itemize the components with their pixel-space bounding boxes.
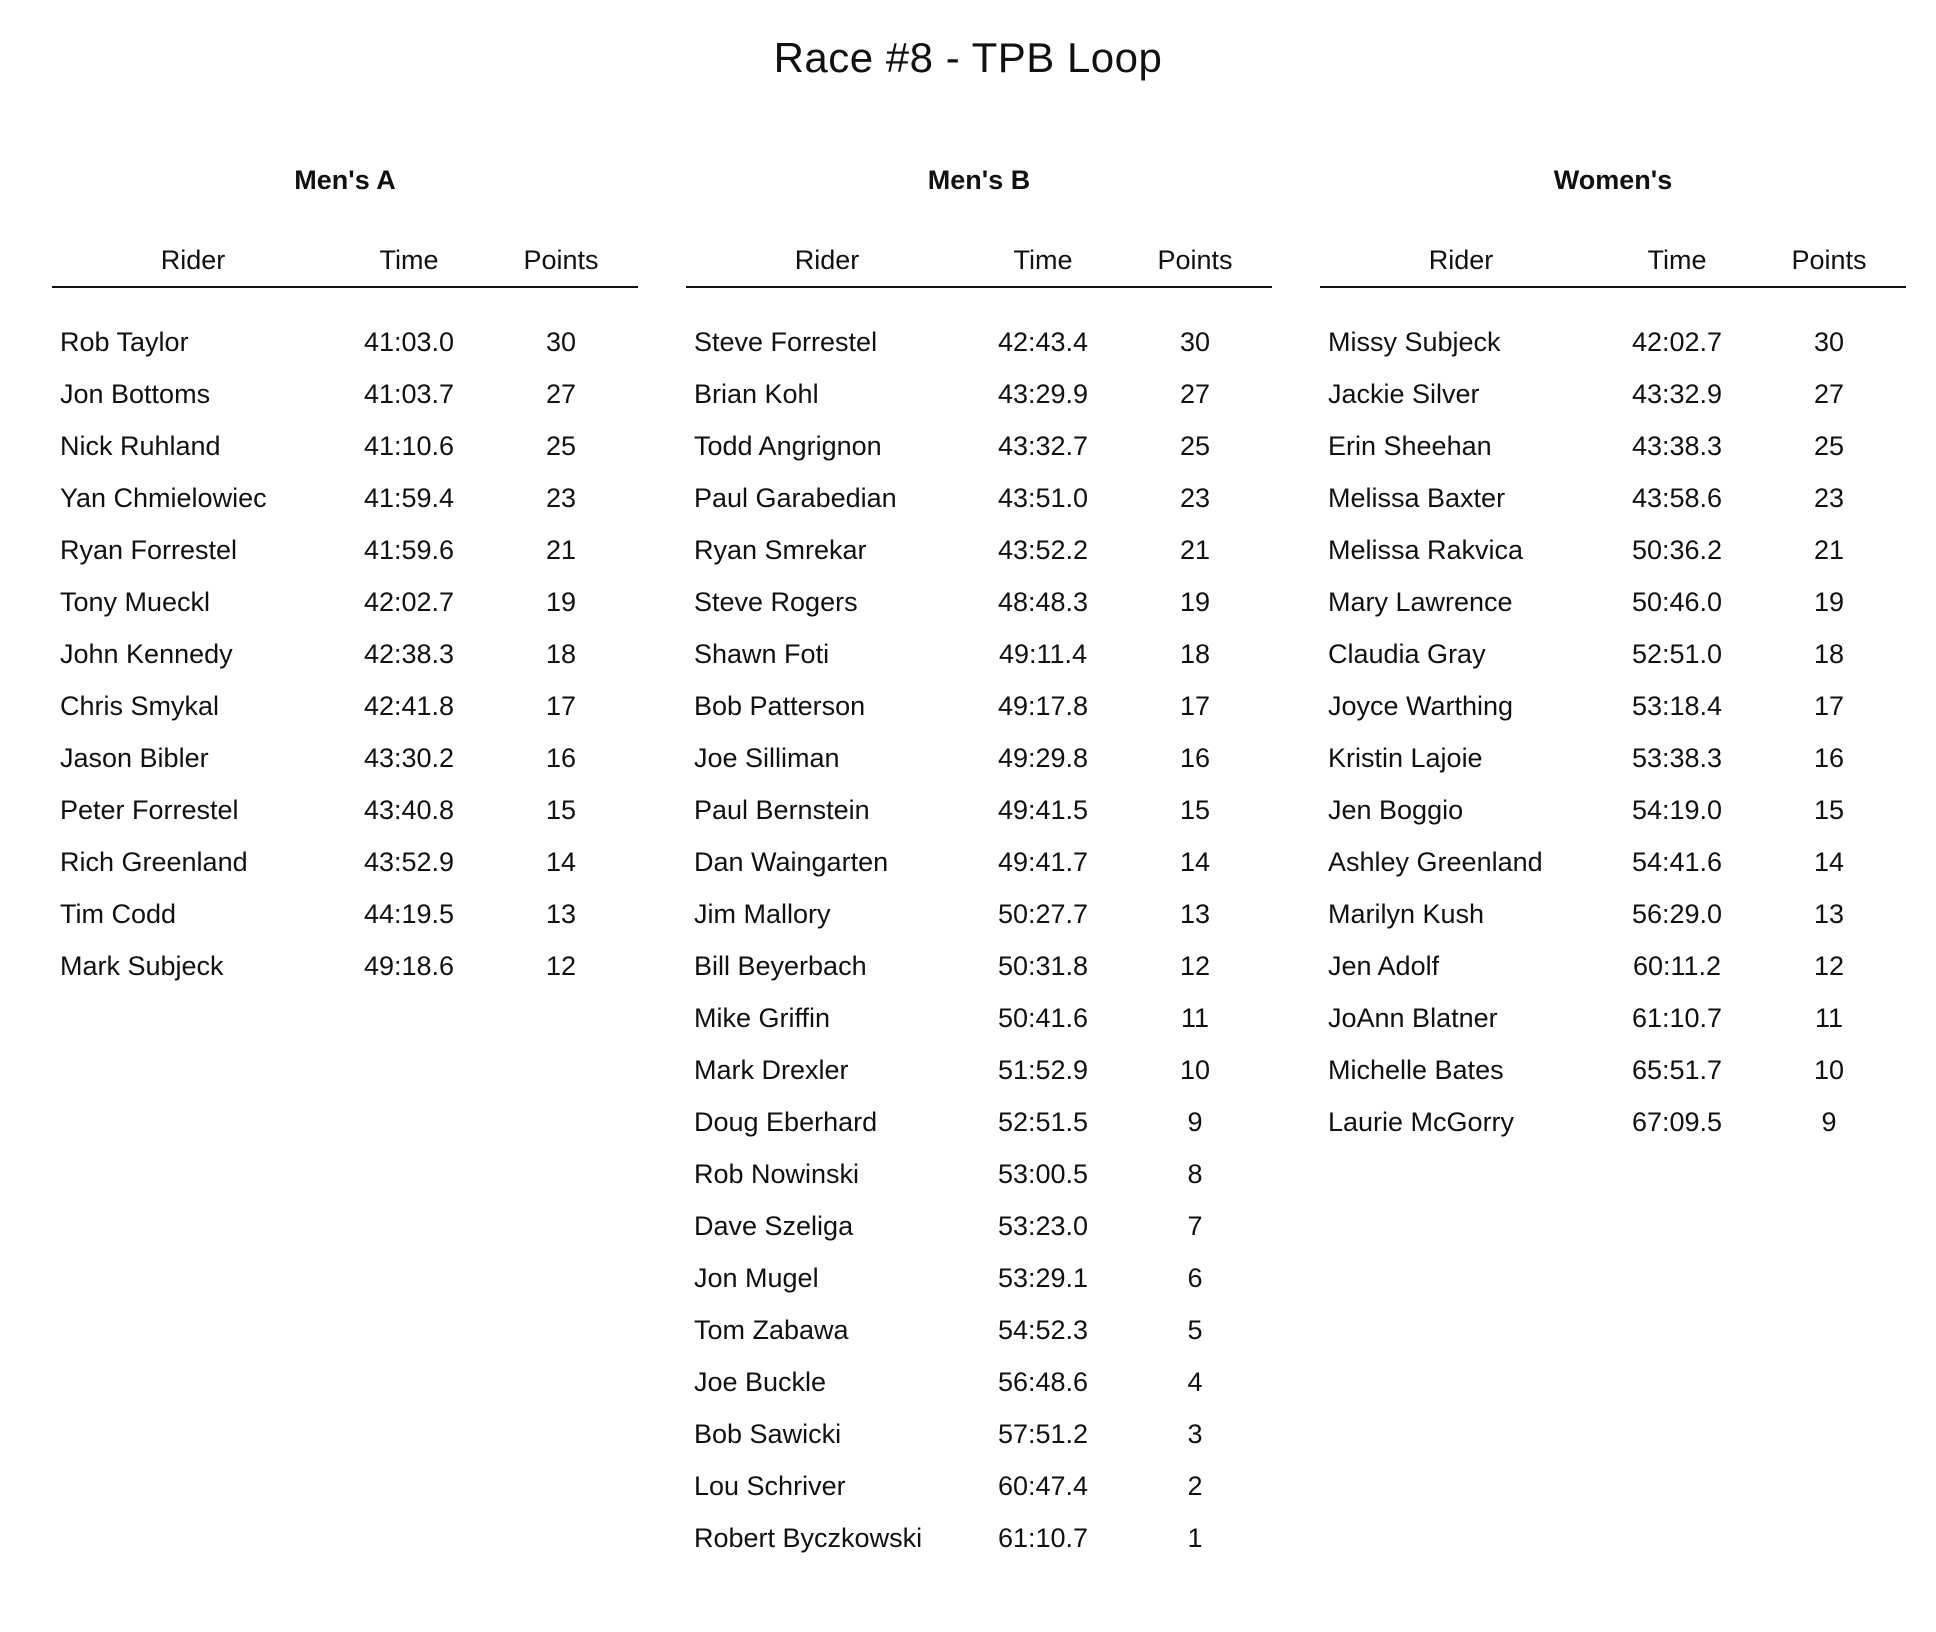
rider-time: 53:00.5 <box>997 1159 1089 1189</box>
table-row <box>1320 316 1906 368</box>
rider-time: 44:19.5 <box>363 899 455 929</box>
table-row <box>52 940 638 992</box>
rider-points: 27 <box>1179 379 1211 409</box>
rider-name: Nick Ruhland <box>60 431 221 461</box>
rider-name: Robert Byczkowski <box>694 1523 923 1553</box>
rider-time: 49:17.8 <box>997 691 1089 721</box>
table-row <box>686 784 1272 836</box>
table-row <box>1320 524 1906 576</box>
column-header-points: Points <box>523 245 599 275</box>
column-header-points: Points <box>1157 245 1233 275</box>
table-row <box>1320 1096 1906 1148</box>
rider-time: 52:51.0 <box>1631 639 1723 669</box>
rider-points: 17 <box>1179 691 1211 721</box>
rider-time: 43:52.9 <box>363 847 455 877</box>
column-header-time: Time <box>1013 245 1073 275</box>
rider-time: 57:51.2 <box>997 1419 1089 1449</box>
table-row <box>52 680 638 732</box>
rider-time: 41:59.4 <box>363 483 455 513</box>
rider-time: 52:51.5 <box>997 1107 1089 1137</box>
table-row <box>686 1044 1272 1096</box>
rider-name: Michelle Bates <box>1328 1055 1504 1085</box>
rider-name: Jackie Silver <box>1328 379 1480 409</box>
rider-points: 18 <box>545 639 577 669</box>
rider-name: John Kennedy <box>60 639 233 669</box>
rider-points: 10 <box>1813 1055 1845 1085</box>
table-row <box>686 316 1272 368</box>
table-row <box>52 784 638 836</box>
table-row <box>686 1304 1272 1356</box>
rider-points: 15 <box>545 795 577 825</box>
rider-points: 14 <box>1179 847 1211 877</box>
table-row <box>52 732 638 784</box>
rider-name: Dave Szeliga <box>694 1211 854 1241</box>
rider-name: Bill Beyerbach <box>694 951 867 981</box>
rider-points: 19 <box>1179 587 1211 617</box>
rider-time: 43:40.8 <box>363 795 455 825</box>
rider-points: 12 <box>545 951 577 981</box>
table-row <box>1320 472 1906 524</box>
rider-time: 50:46.0 <box>1631 587 1723 617</box>
table-row <box>1320 992 1906 1044</box>
rider-time: 42:41.8 <box>363 691 455 721</box>
table-row <box>52 888 638 940</box>
table-row <box>1320 368 1906 420</box>
rider-time: 43:32.7 <box>997 431 1089 461</box>
rider-name: Claudia Gray <box>1328 639 1486 669</box>
table-row <box>686 1252 1272 1304</box>
rider-time: 49:41.7 <box>997 847 1089 877</box>
rider-name: Rob Nowinski <box>694 1159 860 1189</box>
rider-time: 50:41.6 <box>997 1003 1089 1033</box>
rider-points: 16 <box>1813 743 1845 773</box>
rider-points: 14 <box>1813 847 1845 877</box>
table-row <box>1320 784 1906 836</box>
rider-time: 65:51.7 <box>1631 1055 1723 1085</box>
rider-name: Jim Mallory <box>694 899 831 929</box>
rider-points: 30 <box>545 327 577 357</box>
rider-points: 23 <box>545 483 577 513</box>
rider-time: 53:18.4 <box>1631 691 1723 721</box>
table-row <box>1320 732 1906 784</box>
rider-name: Ryan Forrestel <box>60 535 238 565</box>
table-row <box>686 732 1272 784</box>
table-header <box>686 240 1272 288</box>
rider-name: Doug Eberhard <box>694 1107 878 1137</box>
rider-points: 21 <box>1813 535 1845 565</box>
rider-time: 50:31.8 <box>997 951 1089 981</box>
rider-time: 50:27.7 <box>997 899 1089 929</box>
rider-time: 54:52.3 <box>997 1315 1089 1345</box>
rider-time: 50:36.2 <box>1631 535 1723 565</box>
rider-name: Shawn Foti <box>694 639 830 669</box>
table-row <box>686 680 1272 732</box>
rider-points: 19 <box>545 587 577 617</box>
rider-name: Rob Taylor <box>60 327 189 357</box>
division-mens-b <box>686 160 1272 1564</box>
rider-points: 9 <box>1821 1107 1837 1137</box>
column-header-time: Time <box>1647 245 1707 275</box>
table-row <box>686 1512 1272 1564</box>
rider-name: Ryan Smrekar <box>694 535 867 565</box>
rider-time: 49:11.4 <box>998 639 1088 669</box>
table-row <box>686 888 1272 940</box>
rider-name: Mary Lawrence <box>1328 587 1513 617</box>
rider-name: Melissa Baxter <box>1328 483 1506 513</box>
rider-name: Paul Garabedian <box>694 483 897 513</box>
table-row <box>686 1408 1272 1460</box>
rider-name: Jon Bottoms <box>60 379 211 409</box>
rider-name: Mike Griffin <box>694 1003 831 1033</box>
rider-name: Peter Forrestel <box>60 795 239 825</box>
table-body <box>1320 316 1906 1148</box>
rider-time: 41:03.0 <box>363 327 455 357</box>
table-row <box>686 992 1272 1044</box>
rider-name: Jon Mugel <box>694 1263 819 1293</box>
table-row <box>1320 680 1906 732</box>
rider-time: 54:19.0 <box>1631 795 1723 825</box>
rider-name: Yan Chmielowiec <box>60 483 267 513</box>
rider-name: Joe Silliman <box>694 743 840 773</box>
rider-time: 42:43.4 <box>997 327 1089 357</box>
column-header-rider: Rider <box>160 245 226 275</box>
rider-time: 49:29.8 <box>997 743 1089 773</box>
rider-name: Joe Buckle <box>694 1367 827 1397</box>
table-row <box>686 1096 1272 1148</box>
rider-time: 42:02.7 <box>363 587 455 617</box>
rider-points: 8 <box>1187 1159 1203 1189</box>
rider-time: 43:32.9 <box>1631 379 1723 409</box>
rider-time: 42:02.7 <box>1631 327 1723 357</box>
rider-points: 17 <box>1813 691 1845 721</box>
rider-time: 49:41.5 <box>997 795 1089 825</box>
rider-points: 11 <box>1180 1003 1210 1033</box>
rider-name: Paul Bernstein <box>694 795 870 825</box>
rider-name: Melissa Rakvica <box>1328 535 1524 565</box>
rider-name: Kristin Lajoie <box>1328 743 1483 773</box>
rider-points: 4 <box>1187 1367 1203 1397</box>
division-title: Men's B <box>927 165 1031 195</box>
rider-name: Ashley Greenland <box>1328 847 1543 877</box>
table-row <box>686 368 1272 420</box>
rider-points: 30 <box>1813 327 1845 357</box>
rider-time: 41:10.6 <box>363 431 455 461</box>
rider-time: 42:38.3 <box>363 639 455 669</box>
table-row <box>52 368 638 420</box>
rider-points: 23 <box>1179 483 1211 513</box>
rider-time: 43:30.2 <box>363 743 455 773</box>
division-womens <box>1320 160 1906 1148</box>
table-row <box>52 524 638 576</box>
rider-name: Rich Greenland <box>60 847 248 877</box>
table-header <box>52 240 638 288</box>
rider-name: Mark Drexler <box>694 1055 849 1085</box>
division-mens-a <box>52 160 638 992</box>
table-row <box>1320 576 1906 628</box>
rider-name: Tony Mueckl <box>60 587 211 617</box>
table-body <box>686 316 1272 1564</box>
rider-time: 43:51.0 <box>997 483 1089 513</box>
rider-name: Steve Rogers <box>694 587 858 617</box>
rider-points: 15 <box>1813 795 1845 825</box>
rider-time: 61:10.7 <box>1631 1003 1723 1033</box>
rider-points: 16 <box>545 743 577 773</box>
table-header <box>1320 240 1906 288</box>
rider-time: 61:10.7 <box>997 1523 1089 1553</box>
column-header-rider: Rider <box>794 245 860 275</box>
rider-name: Jen Boggio <box>1328 795 1464 825</box>
rider-time: 43:58.6 <box>1631 483 1723 513</box>
rider-name: Lou Schriver <box>694 1471 846 1501</box>
rider-points: 2 <box>1187 1471 1203 1501</box>
rider-points: 23 <box>1813 483 1845 513</box>
rider-points: 13 <box>1813 899 1845 929</box>
rider-points: 19 <box>1813 587 1845 617</box>
table-row <box>686 1148 1272 1200</box>
rider-time: 43:52.2 <box>997 535 1089 565</box>
rider-points: 15 <box>1179 795 1211 825</box>
rider-points: 18 <box>1179 639 1211 669</box>
rider-time: 48:48.3 <box>997 587 1089 617</box>
rider-points: 21 <box>545 535 577 565</box>
table-row <box>686 940 1272 992</box>
rider-name: JoAnn Blatner <box>1328 1003 1498 1033</box>
rider-name: Brian Kohl <box>694 379 819 409</box>
table-row <box>1320 1044 1906 1096</box>
table-row <box>686 1200 1272 1252</box>
rider-time: 53:29.1 <box>997 1263 1089 1293</box>
table-row <box>686 836 1272 888</box>
table-row <box>52 576 638 628</box>
table-row <box>686 472 1272 524</box>
rider-name: Dan Waingarten <box>694 847 889 877</box>
rider-points: 11 <box>1814 1003 1844 1033</box>
table-row <box>1320 940 1906 992</box>
rider-name: Laurie McGorry <box>1328 1107 1515 1137</box>
rider-name: Bob Patterson <box>694 691 866 721</box>
rider-time: 60:47.4 <box>997 1471 1089 1501</box>
rider-name: Bob Sawicki <box>694 1419 842 1449</box>
table-body <box>52 316 638 992</box>
rider-time: 43:29.9 <box>997 379 1089 409</box>
rider-time: 54:41.6 <box>1631 847 1723 877</box>
rider-points: 12 <box>1179 951 1211 981</box>
column-header-points: Points <box>1791 245 1867 275</box>
table-row <box>1320 420 1906 472</box>
rider-points: 10 <box>1179 1055 1211 1085</box>
rider-points: 16 <box>1179 743 1211 773</box>
rider-time: 51:52.9 <box>997 1055 1089 1085</box>
table-row <box>686 576 1272 628</box>
table-row <box>1320 628 1906 680</box>
rider-name: Mark Subjeck <box>60 951 224 981</box>
rider-points: 27 <box>545 379 577 409</box>
table-row <box>52 628 638 680</box>
rider-points: 7 <box>1187 1211 1203 1241</box>
division-title: Men's A <box>294 165 396 195</box>
rider-name: Joyce Warthing <box>1328 691 1514 721</box>
rider-name: Jason Bibler <box>60 743 209 773</box>
table-row <box>686 1356 1272 1408</box>
rider-points: 30 <box>1179 327 1211 357</box>
table-row <box>686 420 1272 472</box>
table-row <box>52 316 638 368</box>
column-header-rider: Rider <box>1428 245 1494 275</box>
rider-name: Steve Forrestel <box>694 327 878 357</box>
rider-name: Marilyn Kush <box>1328 899 1485 929</box>
rider-time: 60:11.2 <box>1632 951 1722 981</box>
table-row <box>686 1460 1272 1512</box>
table-row <box>686 628 1272 680</box>
rider-points: 25 <box>1179 431 1211 461</box>
division-title: Women's <box>1553 165 1673 195</box>
table-row <box>52 472 638 524</box>
rider-points: 27 <box>1813 379 1845 409</box>
rider-points: 3 <box>1187 1419 1203 1449</box>
rider-time: 49:18.6 <box>363 951 455 981</box>
table-row <box>52 420 638 472</box>
rider-points: 25 <box>1813 431 1845 461</box>
page-title: Race #8 - TPB Loop <box>773 34 1163 81</box>
rider-name: Tim Codd <box>60 899 177 929</box>
rider-points: 14 <box>545 847 577 877</box>
rider-name: Jen Adolf <box>1328 951 1440 981</box>
rider-points: 13 <box>1179 899 1211 929</box>
rider-points: 5 <box>1187 1315 1203 1345</box>
table-row <box>1320 888 1906 940</box>
rider-points: 9 <box>1187 1107 1203 1137</box>
rider-points: 21 <box>1179 535 1211 565</box>
column-header-time: Time <box>379 245 439 275</box>
rider-name: Missy Subjeck <box>1328 327 1501 357</box>
rider-time: 53:23.0 <box>997 1211 1089 1241</box>
rider-time: 41:59.6 <box>363 535 455 565</box>
rider-points: 1 <box>1187 1523 1203 1553</box>
table-row <box>1320 836 1906 888</box>
rider-time: 41:03.7 <box>363 379 455 409</box>
rider-name: Erin Sheehan <box>1328 431 1492 461</box>
rider-time: 53:38.3 <box>1631 743 1723 773</box>
rider-points: 18 <box>1813 639 1845 669</box>
rider-time: 56:48.6 <box>997 1367 1089 1397</box>
rider-name: Chris Smykal <box>60 691 220 721</box>
rider-name: Tom Zabawa <box>694 1315 849 1345</box>
rider-time: 67:09.5 <box>1631 1107 1723 1137</box>
rider-name: Todd Angrignon <box>694 431 882 461</box>
table-row <box>686 524 1272 576</box>
rider-points: 25 <box>545 431 577 461</box>
rider-points: 6 <box>1187 1263 1203 1293</box>
rider-points: 17 <box>545 691 577 721</box>
rider-time: 43:38.3 <box>1631 431 1723 461</box>
rider-time: 56:29.0 <box>1631 899 1723 929</box>
table-row <box>52 836 638 888</box>
rider-points: 13 <box>545 899 577 929</box>
rider-points: 12 <box>1813 951 1845 981</box>
